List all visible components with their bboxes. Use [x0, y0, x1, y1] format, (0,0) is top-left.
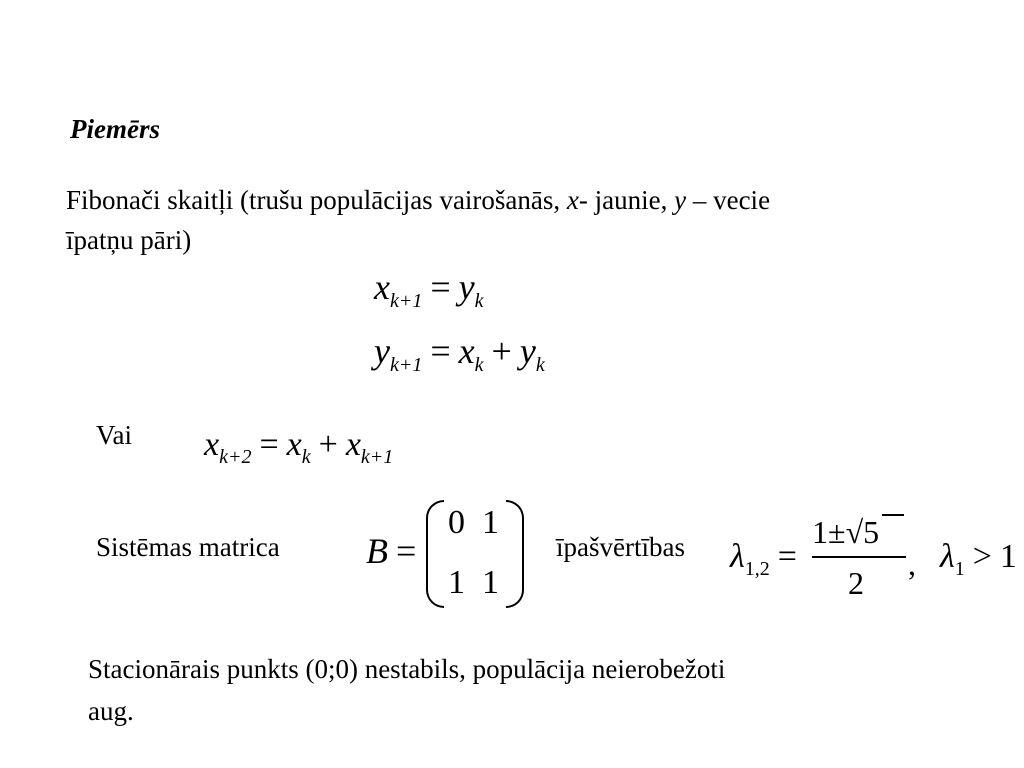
- matrix-cell-r2c1: 1: [448, 564, 465, 601]
- intro-var-y: y: [674, 185, 687, 215]
- intro-text-2: - jaunie,: [578, 185, 675, 215]
- sqrt-radicand: 5: [863, 514, 880, 550]
- matrix-lhs: [366, 530, 424, 572]
- eq2-plus: +: [491, 331, 512, 371]
- fraction-denominator: 2: [848, 565, 864, 601]
- eq3-term-b: x: [345, 426, 361, 463]
- matrix-cell-r1c2: 1: [482, 504, 499, 541]
- equation-fibonacci: [204, 426, 394, 468]
- eq3-term-a-sub: k: [301, 446, 311, 468]
- eq2-lhs: y: [374, 331, 390, 371]
- eq1-rhs: y: [458, 267, 475, 307]
- intro-line-2: īpatņu pāri): [66, 225, 192, 255]
- eq2-lhs-sub: k+1: [389, 354, 423, 376]
- fraction-numerator: [812, 514, 879, 551]
- equation-x-recurrence: [374, 266, 484, 312]
- matrix-cell-r2c2: 1: [482, 564, 499, 601]
- alternative-label: Vai: [96, 420, 132, 450]
- sqrt-vinculum: [882, 514, 904, 516]
- lambda-symbol: λ: [730, 538, 745, 575]
- ineq-lambda-sub: 1: [954, 558, 965, 580]
- intro-text-3: – vecie: [686, 185, 771, 215]
- eq3-op: =: [259, 426, 279, 463]
- conclusion-line-2: aug.: [88, 696, 134, 726]
- eq2-op: =: [430, 331, 451, 371]
- eq2-term-a-sub: k: [474, 354, 484, 376]
- eq3-term-b-sub: k+1: [360, 446, 394, 468]
- eq3-lhs: x: [204, 426, 220, 463]
- ineq-lambda: λ: [940, 538, 955, 575]
- intro-line-1: [66, 180, 770, 220]
- matrix-eq: =: [396, 531, 417, 571]
- eigenvalues-label: īpašvērtības: [556, 532, 685, 562]
- eq1-rhs-sub: k: [474, 290, 484, 312]
- intro-text-1: Fibonači skaitļi (trušu populācijas vairošanās,: [66, 185, 567, 215]
- plus-minus-sign: ±: [828, 514, 846, 550]
- eq1-op: =: [430, 267, 451, 307]
- eigenvalue-inequality: [940, 538, 1017, 580]
- matrix-name: B: [366, 531, 388, 571]
- lambda-subscript: 1,2: [744, 558, 770, 580]
- eq1-lhs-sub: k+1: [389, 290, 423, 312]
- conclusion-line-1: Stacionārais punkts (0;0) nestabils, populācija neierobežoti: [88, 654, 726, 684]
- sqrt-sign: √: [845, 514, 864, 550]
- intro-paragraph: [66, 180, 770, 260]
- eigen-comma: ,: [908, 546, 916, 582]
- numerator-one: 1: [812, 514, 828, 550]
- eq3-term-a: x: [286, 426, 302, 463]
- eigenvalue-eq: =: [777, 538, 797, 575]
- conclusion-paragraph: [88, 648, 725, 732]
- eq2-term-a: x: [458, 331, 475, 371]
- system-matrix-label: Sistēmas matrica: [96, 532, 280, 562]
- eigenvalue-lhs: [730, 538, 805, 580]
- fraction-bar: [812, 556, 906, 558]
- eq3-lhs-sub: k+2: [219, 446, 252, 468]
- slide-heading: Piemērs: [70, 114, 160, 144]
- eq3-plus: +: [318, 426, 338, 463]
- ineq-rhs: 1: [999, 538, 1017, 575]
- intro-var-x: x: [566, 185, 579, 215]
- eq1-lhs: x: [374, 267, 390, 307]
- equation-y-recurrence: [374, 330, 545, 376]
- matrix-left-bracket: [426, 500, 444, 608]
- matrix-cell-r1c1: 0: [448, 504, 465, 541]
- eq2-term-b-sub: k: [535, 354, 545, 376]
- ineq-op: >: [972, 538, 992, 575]
- eq2-term-b: y: [519, 331, 536, 371]
- matrix-right-bracket: [506, 500, 524, 608]
